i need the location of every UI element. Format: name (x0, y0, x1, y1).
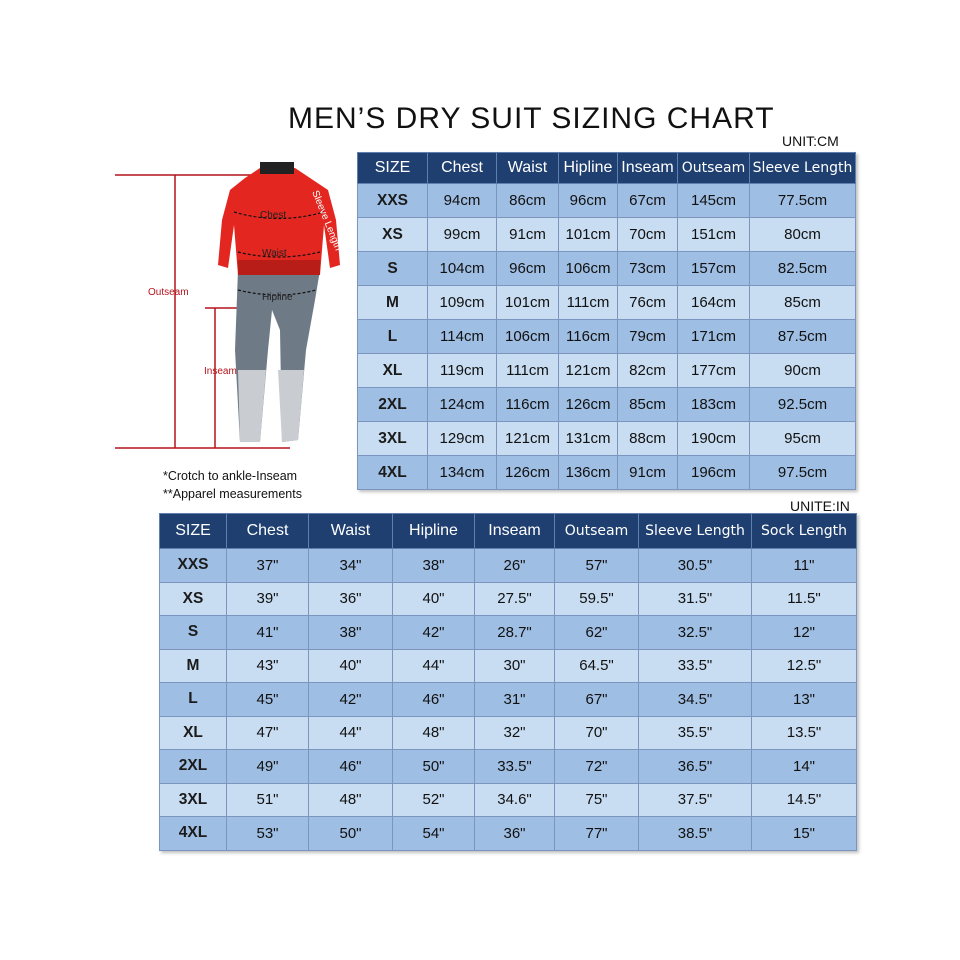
measurement-cell: 157cm (678, 252, 750, 286)
measurement-cell: 36" (309, 582, 393, 616)
table-row (160, 616, 857, 650)
measurement-cell: 101cm (559, 218, 618, 252)
measurement-cell: 51" (227, 783, 309, 817)
column-header: Outseam (555, 514, 639, 549)
measurement-cell: 33.5" (475, 750, 555, 784)
measurement-cell: 145cm (678, 184, 750, 218)
measurement-cell: 13" (752, 683, 857, 717)
measurement-cell: 72" (555, 750, 639, 784)
size-cell: L (160, 683, 227, 717)
measurement-cell: 126cm (559, 388, 618, 422)
measurement-cell: 15" (752, 817, 857, 851)
measurement-cell: 196cm (678, 456, 750, 490)
measurement-cell: 82cm (618, 354, 678, 388)
size-cell: M (160, 649, 227, 683)
measurement-cell: 106cm (559, 252, 618, 286)
measurement-cell: 39" (227, 582, 309, 616)
measurement-cell: 121cm (559, 354, 618, 388)
column-header: Sleeve Length (639, 514, 752, 549)
measurement-cell: 164cm (678, 286, 750, 320)
measurement-cell: 73cm (618, 252, 678, 286)
measurement-cell: 48" (393, 716, 475, 750)
measurement-cell: 42" (309, 683, 393, 717)
measurement-cell: 57" (555, 549, 639, 583)
measurement-cell: 38" (393, 549, 475, 583)
measurement-cell: 92.5cm (750, 388, 856, 422)
table-row (160, 817, 857, 851)
measurement-cell: 40" (309, 649, 393, 683)
measurement-cell: 52" (393, 783, 475, 817)
measurement-cell: 31.5" (639, 582, 752, 616)
table-row (358, 286, 856, 320)
measurement-cell: 76cm (618, 286, 678, 320)
size-cell: XXS (358, 184, 428, 218)
measurement-cell: 85cm (750, 286, 856, 320)
measurement-cell: 50" (393, 750, 475, 784)
measurement-cell: 111cm (559, 286, 618, 320)
measurement-cell: 96cm (497, 252, 559, 286)
measurement-cell: 91cm (618, 456, 678, 490)
table-row (358, 456, 856, 490)
measurement-cell: 46" (393, 683, 475, 717)
measurement-cell: 116cm (497, 388, 559, 422)
table-row (358, 252, 856, 286)
measurement-cell: 26" (475, 549, 555, 583)
measurement-cell: 36.5" (639, 750, 752, 784)
table-row (358, 354, 856, 388)
size-table-cm (357, 152, 856, 490)
size-cell: 2XL (160, 750, 227, 784)
size-cell: XS (358, 218, 428, 252)
note-inseam: *Crotch to ankle-Inseam (163, 469, 298, 483)
table-row (160, 683, 857, 717)
measurement-cell: 109cm (428, 286, 497, 320)
size-cell: 4XL (358, 456, 428, 490)
sleeve-length-label: Sleeve Length (309, 189, 344, 253)
measurement-cell: 32" (475, 716, 555, 750)
measurement-cell: 87.5cm (750, 320, 856, 354)
measurement-cell: 99cm (428, 218, 497, 252)
measurement-cell: 38" (309, 616, 393, 650)
column-header: Hipline (559, 153, 618, 184)
table-row (160, 649, 857, 683)
measurement-cell: 95cm (750, 422, 856, 456)
column-header: Outseam (678, 153, 750, 184)
measurement-cell: 77.5cm (750, 184, 856, 218)
measurement-cell: 177cm (678, 354, 750, 388)
table-row (160, 750, 857, 784)
measurement-cell: 11" (752, 549, 857, 583)
unit-cm-label: UNIT:CM (782, 133, 839, 149)
measurement-cell: 49" (227, 750, 309, 784)
size-cell: XL (358, 354, 428, 388)
measurement-cell: 75" (555, 783, 639, 817)
measurement-cell: 11.5" (752, 582, 857, 616)
measurement-cell: 190cm (678, 422, 750, 456)
size-cell: 4XL (160, 817, 227, 851)
measurement-cell: 116cm (559, 320, 618, 354)
measurement-cell: 48" (309, 783, 393, 817)
measurement-cell: 31" (475, 683, 555, 717)
measurement-cell: 34" (309, 549, 393, 583)
chest-label: Chest (260, 210, 287, 221)
table-row (358, 388, 856, 422)
size-cell: M (358, 286, 428, 320)
measurement-cell: 14.5" (752, 783, 857, 817)
table-row (160, 716, 857, 750)
measurement-cell: 45" (227, 683, 309, 717)
measurement-cell: 37.5" (639, 783, 752, 817)
measurement-cell: 183cm (678, 388, 750, 422)
column-header: Hipline (393, 514, 475, 549)
measurement-cell: 32.5" (639, 616, 752, 650)
measurement-cell: 38.5" (639, 817, 752, 851)
measurement-cell: 41" (227, 616, 309, 650)
measurement-cell: 106cm (497, 320, 559, 354)
measurement-cell: 94cm (428, 184, 497, 218)
measurement-cell: 12.5" (752, 649, 857, 683)
waist-label: Waist (262, 248, 287, 259)
measurement-cell: 124cm (428, 388, 497, 422)
measurement-cell: 97.5cm (750, 456, 856, 490)
table-row (358, 184, 856, 218)
measurement-cell: 136cm (559, 456, 618, 490)
measurement-cell: 35.5" (639, 716, 752, 750)
column-header: Inseam (618, 153, 678, 184)
measurement-cell: 101cm (497, 286, 559, 320)
size-cell: L (358, 320, 428, 354)
measurement-cell: 114cm (428, 320, 497, 354)
column-header: Waist (497, 153, 559, 184)
page-title: MEN’S DRY SUIT SIZING CHART (288, 102, 775, 135)
notes (163, 467, 302, 503)
measurement-cell: 77" (555, 817, 639, 851)
measurement-cell: 80cm (750, 218, 856, 252)
table-row (358, 320, 856, 354)
measurement-cell: 88cm (618, 422, 678, 456)
measurement-cell: 13.5" (752, 716, 857, 750)
table-row (160, 549, 857, 583)
measurement-cell: 53" (227, 817, 309, 851)
measurement-cell: 54" (393, 817, 475, 851)
hipline-label: Hipline (262, 292, 293, 303)
column-header: Chest (428, 153, 497, 184)
column-header: Waist (309, 514, 393, 549)
measurement-cell: 131cm (559, 422, 618, 456)
size-cell: 3XL (358, 422, 428, 456)
measurement-cell: 42" (393, 616, 475, 650)
column-header: Sleeve Length (750, 153, 856, 184)
column-header: Sock Length (752, 514, 857, 549)
measurement-cell: 111cm (497, 354, 559, 388)
measurement-cell: 30" (475, 649, 555, 683)
measurement-cell: 86cm (497, 184, 559, 218)
size-cell: S (160, 616, 227, 650)
size-cell: S (358, 252, 428, 286)
measurement-cell: 34.6" (475, 783, 555, 817)
measurement-cell: 96cm (559, 184, 618, 218)
measurement-cell: 119cm (428, 354, 497, 388)
measurement-cell: 44" (393, 649, 475, 683)
measurement-cell: 134cm (428, 456, 497, 490)
measurement-cell: 46" (309, 750, 393, 784)
measurement-cell: 27.5" (475, 582, 555, 616)
measurement-cell: 40" (393, 582, 475, 616)
size-cell: XL (160, 716, 227, 750)
measurement-cell: 12" (752, 616, 857, 650)
measurement-cell: 70cm (618, 218, 678, 252)
measurement-cell: 104cm (428, 252, 497, 286)
measurement-cell: 79cm (618, 320, 678, 354)
measurement-cell: 85cm (618, 388, 678, 422)
note-apparel: **Apparel measurements (163, 487, 302, 501)
measurement-cell: 151cm (678, 218, 750, 252)
measurement-cell: 30.5" (639, 549, 752, 583)
measurement-cell: 67" (555, 683, 639, 717)
size-cell: XS (160, 582, 227, 616)
inseam-label: Inseam (204, 366, 237, 377)
dry-suit-figure (110, 150, 350, 460)
measurement-cell: 34.5" (639, 683, 752, 717)
measurement-cell: 90cm (750, 354, 856, 388)
measurement-cell: 37" (227, 549, 309, 583)
column-header: SIZE (358, 153, 428, 184)
measurement-cell: 64.5" (555, 649, 639, 683)
outseam-label: Outseam (148, 287, 189, 298)
measurement-cell: 62" (555, 616, 639, 650)
column-header: SIZE (160, 514, 227, 549)
column-header: Inseam (475, 514, 555, 549)
unit-in-label: UNITE:IN (790, 498, 850, 514)
measurement-cell: 28.7" (475, 616, 555, 650)
size-cell: 2XL (358, 388, 428, 422)
measurement-cell: 43" (227, 649, 309, 683)
measurement-cell: 14" (752, 750, 857, 784)
measurement-cell: 91cm (497, 218, 559, 252)
measurement-cell: 82.5cm (750, 252, 856, 286)
measurement-cell: 171cm (678, 320, 750, 354)
size-table-in (159, 513, 857, 851)
measurement-cell: 59.5" (555, 582, 639, 616)
column-header: Chest (227, 514, 309, 549)
table-row (160, 783, 857, 817)
measurement-cell: 33.5" (639, 649, 752, 683)
measurement-cell: 47" (227, 716, 309, 750)
measurement-cell: 129cm (428, 422, 497, 456)
table-row (358, 422, 856, 456)
measurement-cell: 126cm (497, 456, 559, 490)
measurement-cell: 67cm (618, 184, 678, 218)
measurement-cell: 70" (555, 716, 639, 750)
table-row (358, 218, 856, 252)
size-cell: 3XL (160, 783, 227, 817)
table-row (160, 582, 857, 616)
size-cell: XXS (160, 549, 227, 583)
measurement-cell: 50" (309, 817, 393, 851)
inseam-measure-line (205, 308, 240, 448)
measurement-cell: 36" (475, 817, 555, 851)
measurement-cell: 44" (309, 716, 393, 750)
measurement-cell: 121cm (497, 422, 559, 456)
